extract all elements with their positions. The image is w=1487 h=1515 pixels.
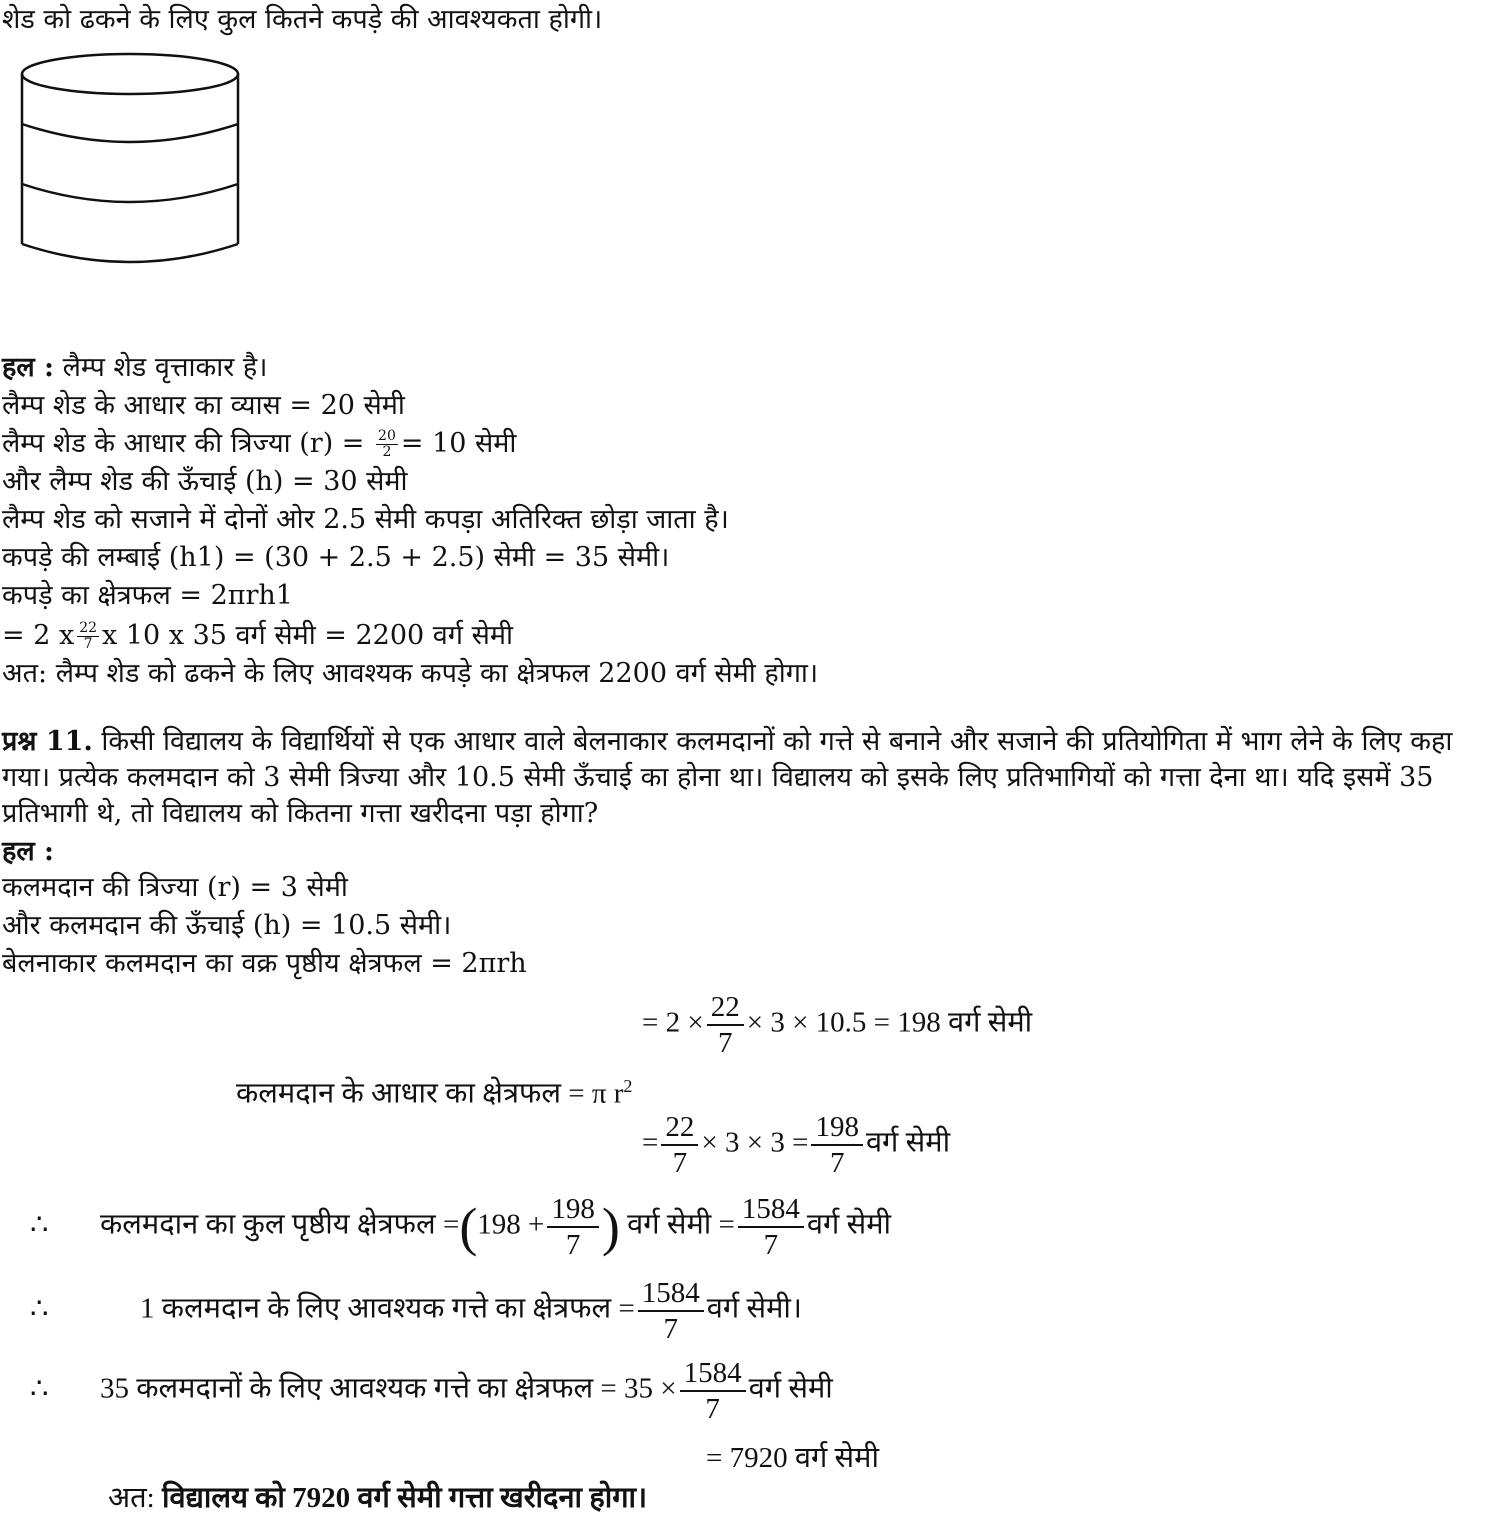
q10-line-6: कपड़े की लम्बाई (h1) = (30 + 2.5 + 2.5) सेमी = 35 सेमी।: [2, 542, 670, 573]
q11-question: प्रश्न 11. किसी विद्यालय के विद्यार्थियों से एक आधार वाले बेलनाकार कलमदानों को गत्ते से बनाने और सजाने की प्रतियोगिता में भाग लेने के लिए कहा गया। प्रत्येक कलमदान को 3 सेमी त्रिज्या और 10.5 सेमी ऊँचाई का होना था। विद्यालय को इसके लिए प्रतिभागियों को गत्ता देना था। यदि इसमें 35 प्रतिभागी थे, तो विद्यालय को कितना गत्ता खरीदना पड़ा होगा?: [2, 726, 1453, 829]
q11-conclusion: अत: विद्यालय को 7920 वर्ग सेमी गत्ता खरीदना होगा।: [108, 1482, 648, 1514]
fraction-22-over-7: $\frac{22}{7}$: [79, 620, 98, 652]
therefore-symbol: ∴: [30, 1208, 49, 1241]
q11-line-2: और कलमदान की ऊँचाई (h) = 10.5 सेमी।: [2, 910, 452, 941]
q10-line-8: = 2 x $\frac{22}{7}$ x 10 x 35 वर्ग सेमी = 2200 वर्ग सेमी: [2, 620, 513, 652]
q10-hal-label: हल :: [2, 352, 55, 383]
intro-line: शेड को ढकने के लिए कुल कितने कपड़े की आवश्यकता होगी।: [2, 4, 603, 35]
therefore-symbol: ∴: [30, 1372, 49, 1405]
q10-line-7: कपड़े का क्षेत्रफल = 2πrh1: [2, 580, 293, 611]
q11-label: प्रश्न 11.: [2, 726, 93, 757]
math-final-value: = 7920 वर्ग सेमी: [706, 1442, 880, 1474]
q10-conclusion: अत: लैम्प शेड को ढकने के लिए आवश्यक कपड़े का क्षेत्रफल 2200 वर्ग सेमी होगा।: [2, 658, 819, 689]
lamp-shade-figure: [14, 50, 246, 280]
q11-line-3: बेलनाकार कलमदान का वक्र पृष्ठीय क्षेत्रफल = 2πrh: [2, 948, 527, 979]
math-base-area: कलमदान के आधार का क्षेत्रफल = π $r^2$: [236, 1076, 633, 1110]
math-one-pen-stand: ∴ 1 कलमदान के लिए आवश्यक गत्ते का क्षेत्रफल = $\frac{1584}{7}$ वर्ग सेमी।: [30, 1277, 802, 1345]
fraction-20-over-2: $\frac{20}{2}$: [378, 428, 396, 460]
math-total-surface: ∴ कलमदान का कुल पृष्ठीय क्षेत्रफल =(198 + $\frac{198}{7}$ ) वर्ग सेमी = $\frac{1584}{7}$ वर्ग सेमी: [30, 1193, 892, 1261]
math-base-area-value: = $\frac{22}{7}$ × 3 × 3 = $\frac{198}{7}$ वर्ग सेमी: [642, 1111, 951, 1179]
q10-line-5: लैम्प शेड को सजाने में दोनों ओर 2.5 सेमी कपड़ा अतिरिक्त छोड़ा जाता है।: [2, 504, 729, 535]
therefore-symbol: ∴: [30, 1292, 49, 1325]
math-35-pen-stands: ∴ 35 कलमदानों के लिए आवश्यक गत्ते का क्षेत्रफल = 35 × $\frac{1584}{7}$ वर्ग सेमी: [30, 1357, 833, 1425]
q10-line-4: और लैम्प शेड की ऊँचाई (h) = 30 सेमी: [2, 466, 408, 497]
q10-line-3: लैम्प शेड के आधार की त्रिज्या (r) = $\frac{20}{2}$ = 10 सेमी: [2, 428, 517, 460]
math-curved-surface: = 2 × $\frac{22}{7}$ × 3 × 10.5 = 198 वर्ग सेमी: [642, 991, 1033, 1059]
q11-hal-label: हल :: [2, 836, 55, 867]
q11-line-1: कलमदान की त्रिज्या (r) = 3 सेमी: [2, 872, 348, 903]
q10-line-1: हल : लैम्प शेड वृत्ताकार है।: [2, 352, 268, 383]
q10-line-2: लैम्प शेड के आधार का व्यास = 20 सेमी: [2, 390, 405, 421]
